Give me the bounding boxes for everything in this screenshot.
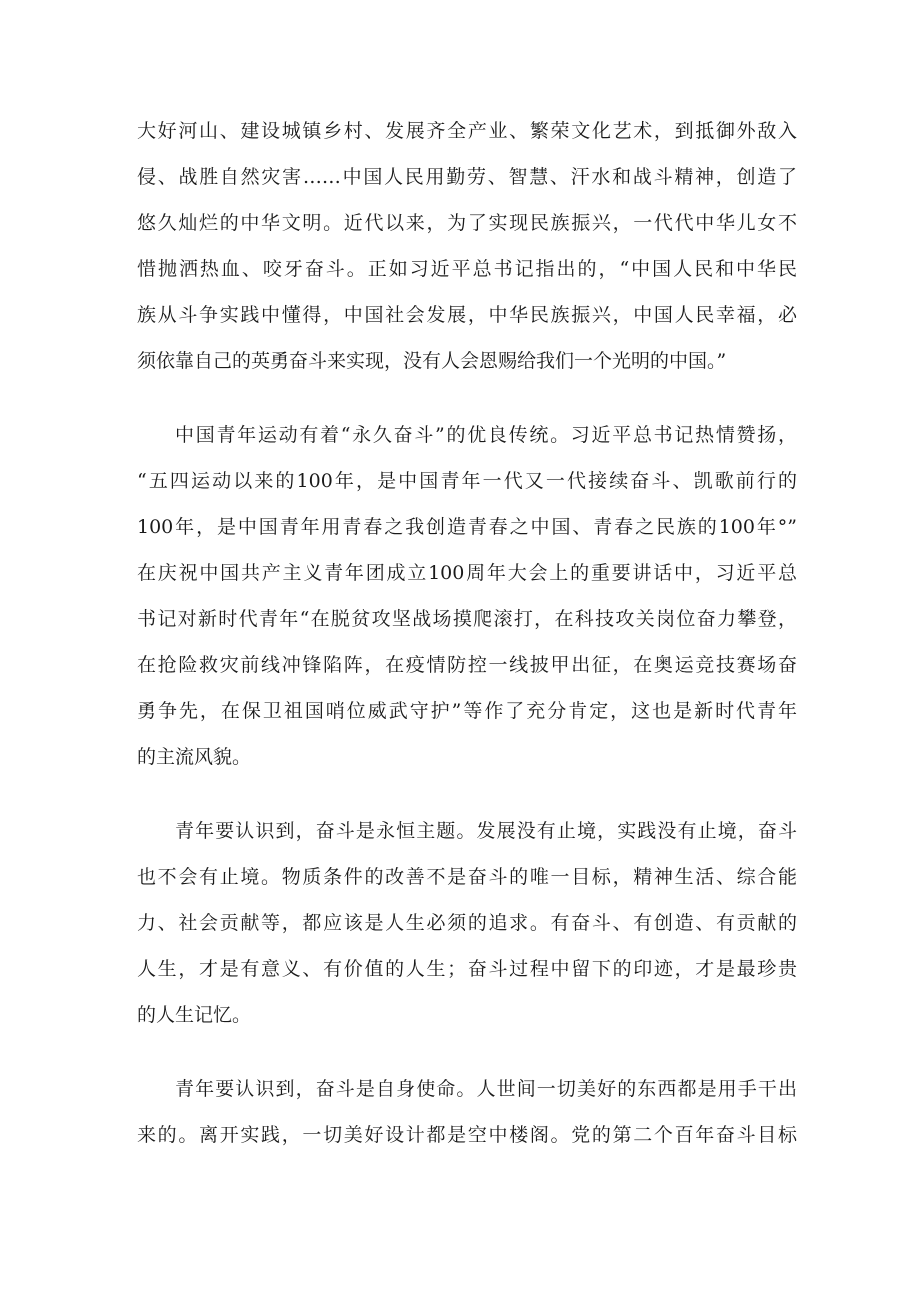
text-line: 侵、战胜自然灾害……中国人民用勤劳、智慧、汗水和战斗精神，创造了	[137, 166, 797, 188]
text-line: 力、社会贡献等，都应该是人生必须的追求。有奋斗、有创造、有贡献的	[137, 912, 797, 934]
text-line: 100年，是中国青年用青春之我创造青春之中国、青春之民族的100年°”	[137, 516, 797, 538]
text-line: 青年要认识到，奋斗是永恒主题。发展没有止境，实践没有止境，奋斗	[175, 820, 797, 842]
text-line: 族从斗争实践中懂得，中国社会发展，中华民族振兴，中国人民幸福，必	[137, 304, 797, 326]
text-line: 大好河山、建设城镇乡村、发展齐全产业、繁荣文化艺术，到抵御外敌入	[137, 120, 797, 142]
text-line: 悠久灿烂的中华文明。近代以来，为了实现民族振兴，一代代中华儿女不	[137, 212, 797, 234]
text-line: 书记对新时代青年“在脱贫攻坚战场摸爬滚打，在科技攻关岗位奋力攀登，	[137, 608, 797, 630]
text-line: 在庆祝中国共产主义青年团成立100周年大会上的重要讲话中，习近平总	[137, 562, 797, 584]
text-line: 须依靠自己的英勇奋斗来实现，没有人会恩赐给我们一个光明的中国。”	[137, 350, 727, 372]
text-line: 在抢险救灾前线冲锋陷阵，在疫情防控一线披甲出征，在奥运竞技赛场奋	[137, 654, 797, 676]
text-line: 的主流风貌。	[137, 746, 252, 768]
text-line: “五四运动以来的100年，是中国青年一代又一代接续奋斗、凯歌前行的	[137, 470, 797, 492]
text-line: 中国青年运动有着“永久奋斗”的优良传统。习近平总书记热情赞扬，	[175, 424, 797, 446]
text-line: 惜抛洒热血、咬牙奋斗。正如习近平总书记指出的，“中国人民和中华民	[137, 258, 797, 280]
text-line: 勇争先，在保卫祖国哨位威武守护”等作了充分肯定，这也是新时代青年	[137, 700, 797, 722]
text-line: 人生，才是有意义、有价值的人生；奋斗过程中留下的印迹，才是最珍贵	[137, 958, 797, 980]
text-line: 也不会有止境。物质条件的改善不是奋斗的唯一目标，精神生活、综合能	[137, 866, 797, 888]
text-line: 来的。离开实践，一切美好设计都是空中楼阁。党的第二个百年奋斗目标	[137, 1124, 797, 1146]
text-line: 的人生记忆。	[137, 1004, 252, 1026]
text-line: 青年要认识到，奋斗是自身使命。人世间一切美好的东西都是用手干出	[175, 1078, 797, 1100]
